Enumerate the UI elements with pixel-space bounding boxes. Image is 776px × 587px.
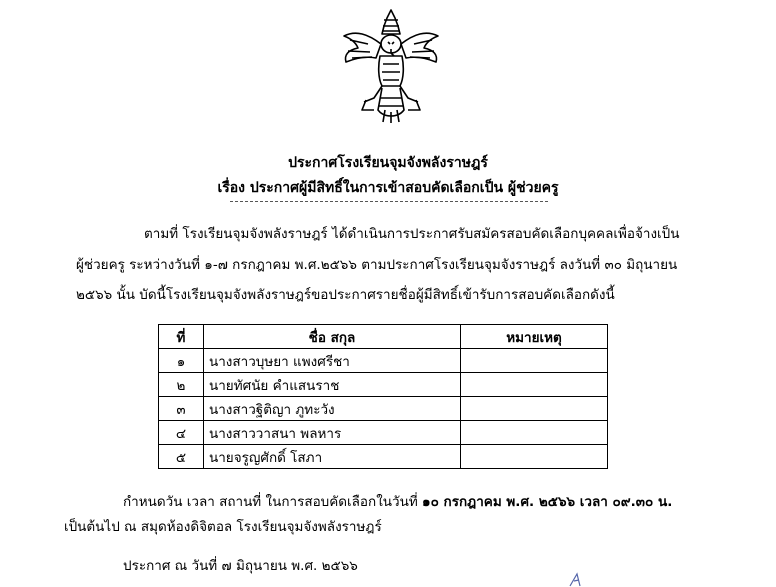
row-name: นางสาวฐิติญา ภูทะวัง (204, 397, 461, 421)
signature-mark (568, 572, 588, 587)
row-no: ๓ (159, 397, 204, 421)
announcement-title: ประกาศโรงเรียนจุมจังพลังราษฎร์ (288, 155, 488, 171)
body-line-3: ๒๕๖๖ นั้น บัดนี้โรงเรียนจุมจังพลังราษฎร์ขอประกาศรายชื่อผู้มีสิทธิ์เข้ารับการสอบคัดเลือกดังนี้ (76, 287, 615, 303)
row-name: นางสาววาสนา พลหาร (204, 421, 461, 445)
row-no: ๒ (159, 373, 204, 397)
row-name: นายทัศนัย คำแสนราช (204, 373, 461, 397)
body-line-1: ตามที่ โรงเรียนจุมจังพลังราษฎร์ ได้ดำเนินการประกาศรับสมัครสอบคัดเลือกบุคคลเพื่อจ้างเป็น (144, 226, 680, 242)
row-no: ๔ (159, 421, 204, 445)
exam-place: เป็นต้นไป ณ สมุดห้องดิจิตอล โรงเรียนจุมจังพลังราษฎร์ (64, 519, 382, 535)
header-no: ที่ (159, 325, 204, 349)
header-note: หมายเหตุ (461, 325, 608, 349)
row-note (461, 349, 608, 373)
table-header-row (159, 325, 608, 349)
row-no: ๑ (159, 349, 204, 373)
row-note (461, 445, 608, 469)
table-row (159, 373, 608, 397)
table-row (159, 397, 608, 421)
row-name: นางสาวบุษยา แพงศรีชา (204, 349, 461, 373)
announcement-date: ประกาศ ณ วันที่ ๗ มิถุนายน พ.ศ. ๒๕๖๖ (123, 558, 358, 574)
schedule-line (123, 490, 672, 512)
table-row (159, 421, 608, 445)
table-row (159, 445, 608, 469)
table-row (159, 349, 608, 373)
row-name: นายจรูญศักดิ์ โสภา (204, 445, 461, 469)
exam-datetime: ๑๐ กรกฎาคม พ.ศ. ๒๕๖๖ เวลา ๐๙.๓๐ น. (422, 494, 673, 510)
schedule-prefix: กำหนดวัน เวลา สถานที่ ในการสอบคัดเลือกในวันที่ (123, 494, 423, 510)
row-note (461, 397, 608, 421)
row-note (461, 421, 608, 445)
garuda-emblem (338, 6, 444, 124)
announcement-subject: เรื่อง ประกาศผู้มีสิทธิ์ในการเข้าสอบคัดเลือกเป็น ผู้ช่วยครู (217, 180, 559, 196)
body-line-2: ผู้ช่วยครู ระหว่างวันที่ ๑-๗ กรกฎาคม พ.ศ.๒๕๖๖ ตามประกาศโรงเรียนจุมจังราษฎร์ ลงวันที่ ๓๐ มิถุนายน (76, 257, 678, 273)
title-divider (230, 201, 548, 202)
row-note (461, 373, 608, 397)
row-no: ๕ (159, 445, 204, 469)
header-name: ชื่อ สกุล (204, 325, 461, 349)
candidate-table (158, 324, 608, 469)
